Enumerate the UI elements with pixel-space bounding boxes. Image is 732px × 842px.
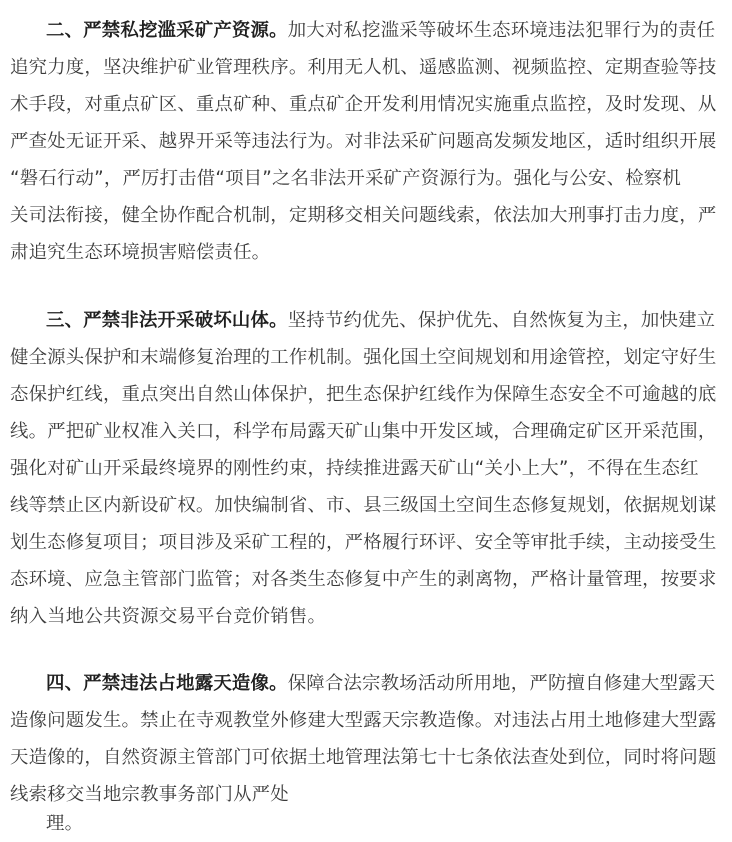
section-three-line-7: 划生态修复项目；项目涉及采矿工程的，严格履行环评、安全等审批手续，主动接受生 — [10, 532, 717, 553]
section-four-line-3: 天造像的，自然资源主管部门可依据土地管理法第七十七条依法查处到位，同时将问题 — [10, 747, 717, 768]
section-three-heading: 三、严禁非法开采破坏山体。 — [46, 310, 288, 331]
section-three-text: 坚持节约优先、保护优先、自然恢复为主，加快建立 — [287, 310, 716, 331]
section-three-line-4: 线。严把矿业权准入关口，科学布局露天矿山集中开发区域，合理确定矿区开采范围， — [10, 421, 717, 442]
section-two-heading: 二、严禁私挖滥采矿产资源。 — [46, 20, 288, 41]
section-four-line-4: 线索移交当地宗教事务部门从严处 — [10, 784, 289, 805]
section-four-line-5: 理。 — [46, 813, 84, 834]
section-two-line-7: 肃追究生态环境损害赔偿责任。 — [10, 242, 271, 263]
section-three-line-5: 强化对矿山开采最终境界的刚性约束，持续推进露天矿山“关小上大”，不得在生态红 — [10, 458, 699, 479]
section-three-line-1 — [46, 302, 715, 339]
section-four-heading: 四、严禁违法占地露天造像。 — [46, 673, 288, 694]
section-two-line-6: 关司法衔接，健全协作配合机制，定期移交相关问题线索，依法加大刑事打击力度，严 — [10, 205, 717, 226]
section-two-line-5: “磐石行动”，严厉打击借“项目”之名非法开采矿产资源行为。强化与公安、检察机 — [10, 168, 681, 189]
section-three-line-3: 态保护红线，重点突出自然山体保护，把生态保护红线作为保障生态安全不可逾越的底 — [10, 384, 717, 405]
section-four-line-1 — [46, 665, 715, 702]
section-four-line-2: 造像问题发生。禁止在寺观教堂外修建大型露天宗教造像。对违法占用土地修建大型露 — [10, 710, 717, 731]
section-two-line-3: 术手段，对重点矿区、重点矿种、重点矿企开发利用情况实施重点监控，及时发现、从 — [10, 94, 717, 115]
section-three-line-6: 线等禁止区内新设矿权。加快编制省、市、县三级国土空间生态修复规划，依据规划谋 — [10, 495, 717, 516]
section-two-line-2: 追究力度，坚决维护矿业管理秩序。利用无人机、遥感监测、视频监控、定期查验等技 — [10, 57, 717, 78]
section-two-line-1 — [46, 12, 715, 49]
section-three-line-8: 态环境、应急主管部门监管；对各类生态修复中产生的剥离物，严格计量管理，按要求 — [10, 569, 717, 590]
section-four-text: 保障合法宗教场活动所用地，严防擅自修建大型露天 — [287, 673, 716, 694]
section-two-text: 加大对私挖滥采等破坏生态环境违法犯罪行为的责任 — [287, 20, 716, 41]
section-two-line-4: 严查处无证开采、越界开采等违法行为。对非法采矿问题高发频发地区，适时组织开展 — [10, 131, 717, 152]
section-three-line-9: 纳入当地公共资源交易平台竞价销售。 — [10, 606, 327, 627]
section-three-line-2: 健全源头保护和末端修复治理的工作机制。强化国土空间规划和用途管控，划定守好生 — [10, 347, 717, 368]
